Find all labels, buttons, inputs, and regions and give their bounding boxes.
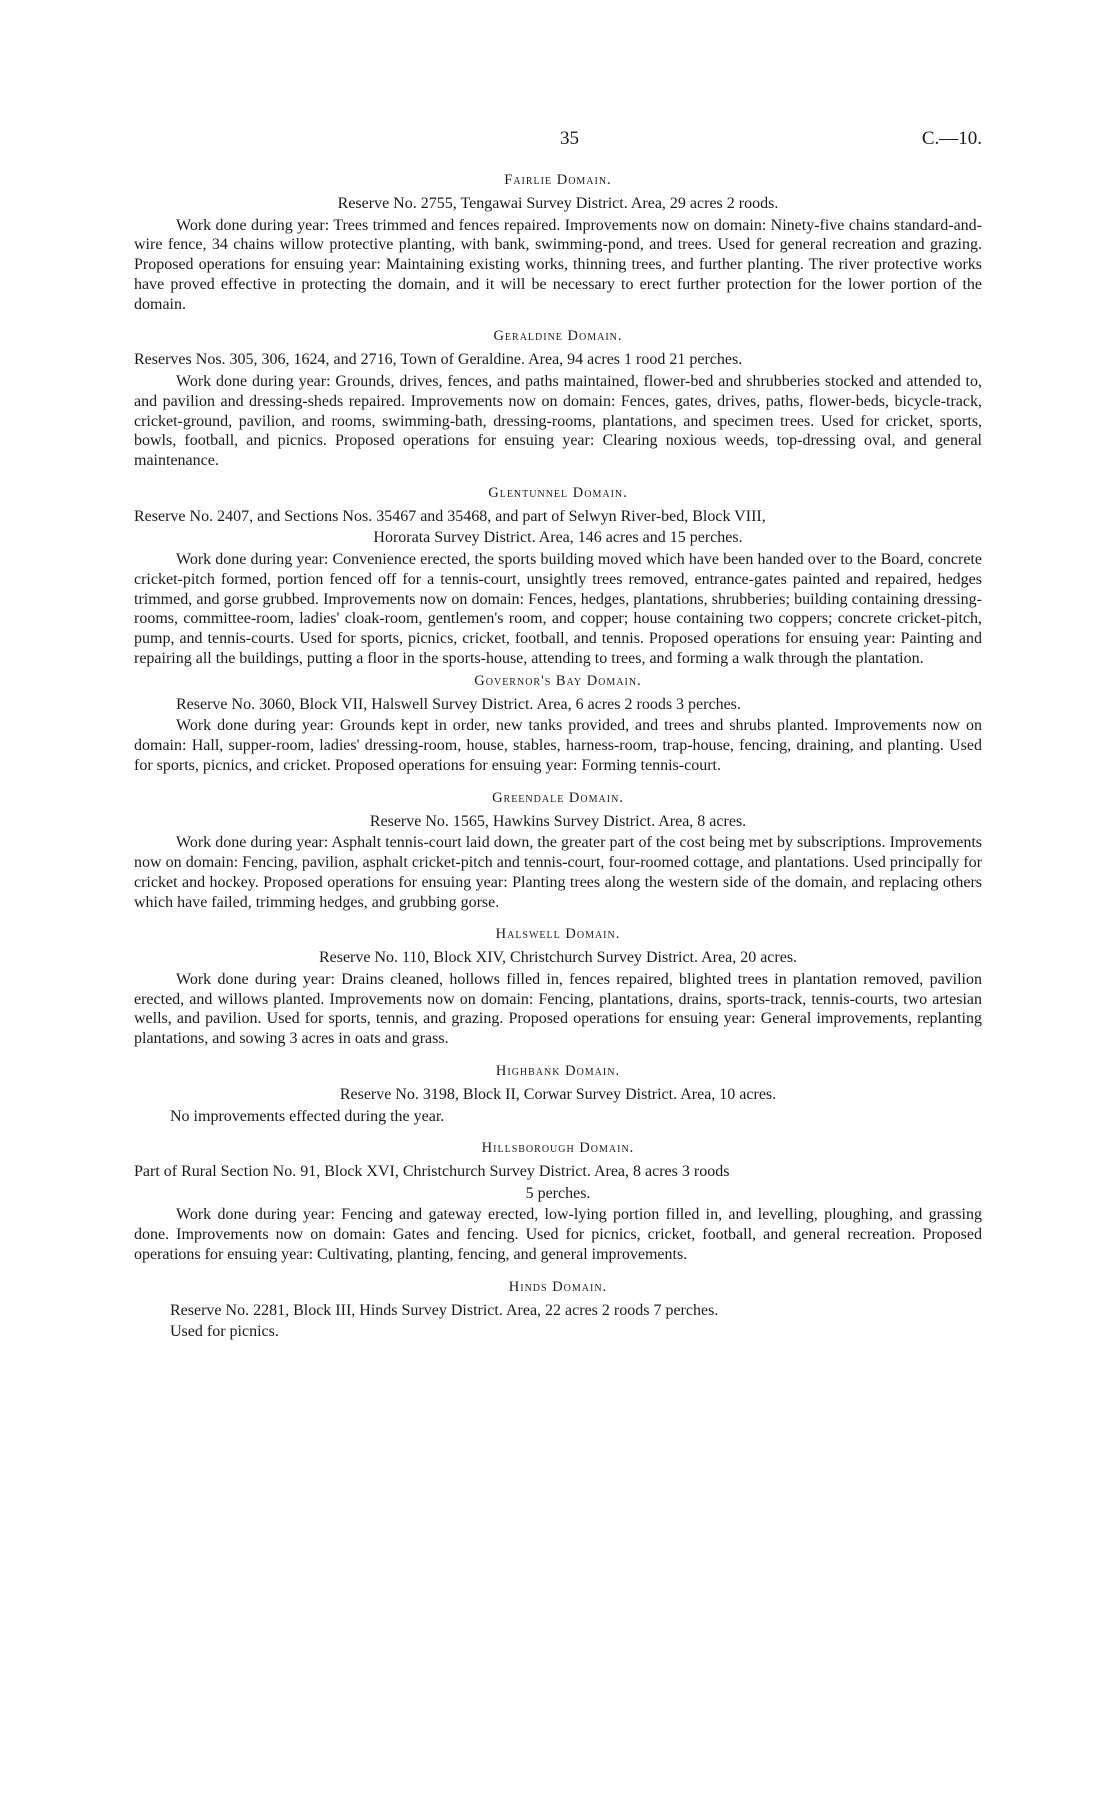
section-hillsborough-domain [134,1140,982,1264]
section-highbank-domain [134,1063,982,1126]
section-body: Work done during year: Drains cleaned, hollows filled in, fences repaired, blighted trees in plantation removed, pavilion erected, and willows planted. Improvements now on domain: Fencing, plantations, drains, sports-track, tennis-courts, two artesian wells, and pavilion. Used for sports, tennis, and grazing. Proposed operations for ensuing year: General improvements, replanting plantations, and sowing 3 acres in oats and grass. [134,970,982,1048]
section-body: Work done during year: Trees trimmed and fences repaired. Improvements now on domain: Ninety-five chains standard-and-wire fence, 34 chains willow protective planting, with bank, swimming-pond, and trees. Used for general recreation and grazing. Proposed operations for ensuing year: Maintaining existing works, thinning trees, and further planting. The river protective works have proved effective in protecting the domain, and it will be necessary to erect further protection for the lower portion of the domain. [134,216,982,313]
section-geraldine-domain [134,328,982,470]
section-body: Work done during year: Grounds, drives, fences, and paths maintained, flower-bed and shrubberies stocked and attended to, and pavilion and dressing-sheds repaired. Improvements now on domain: Fences, gates, drives, paths, flower-beds, bicycle-track, cricket-ground, pavilion, and rooms, swimming-bath, dressing-rooms, plantations, and specimen trees. Used for cricket, sports, bowls, football, and picnics. Proposed operations for ensuing year: Clearing noxious weeds, top-dressing oval, and general maintenance. [134,372,982,470]
page-header [134,128,982,158]
section-title: Fairlie Domain. [504,172,612,188]
section-title: Hinds Domain. [508,1278,608,1295]
section-title: Greendale Domain. [492,789,624,806]
section-title: Halswell Domain. [495,926,621,943]
reserve-line-continued: 5 perches. [525,1184,591,1202]
section-body: Work done during year: Grounds kept in order, new tanks provided, and trees and shrubs planted. Improvements now on domain: Hall, supper-room, ladies' dressing-room, house, stables, harness-room, trap-house, fencing, draining, and planting. Used for sports, picnics, and cricket. Proposed operations for ensuing year: Forming tennis-court. [134,717,982,774]
reserve-line: Reserve No. 1565, Hawkins Survey District. Area, 8 acres. [369,812,747,830]
section-title: Highbank Domain. [495,1063,621,1080]
reserve-line: Reserve No. 3198, Block II, Corwar Survey District. Area, 10 acres. [339,1086,777,1104]
section-glentunnel-domain [134,485,982,669]
section-title: Governor's Bay Domain. [474,672,642,689]
section-hinds-domain [134,1279,982,1342]
section-title: Hillsborough Domain. [481,1140,635,1157]
document-reference: C.—10. [921,128,982,149]
section-body: Work done during year: Fencing and gateway erected, low-lying portion filled in, and levelling, ploughing, and grassing done. Improvements now on domain: Gates and fencing. Used for picnics, cricket, football, and general recreation. Proposed operations for ensuing year: Cultivating, planting, fencing, and general improvements. [134,1206,982,1263]
section-title: Glentunnel Domain. [488,484,628,501]
document-page [134,128,982,1342]
reserve-line: Reserve No. 110, Block XIV, Christchurch Survey District. Area, 20 acres. [318,949,798,967]
reserve-line: Reserve No. 2755, Tengawai Survey District. Area, 29 acres 2 roods. [337,195,779,212]
section-greendale-domain [134,790,982,913]
reserve-line: Reserve No. 2281, Block III, Hinds Survey District. Area, 22 acres 2 roods 7 perches. [170,1301,719,1319]
section-body: Used for picnics. [170,1323,279,1341]
section-fairlie-domain [134,172,982,314]
section-title: Geraldine Domain. [493,328,623,345]
reserve-line: Reserve No. 2407, and Sections Nos. 35467 and 35468, and part of Selwyn River-bed, Block VIII, [134,507,766,525]
section-body: No improvements effected during the year. [170,1107,445,1125]
reserve-line-continued: Hororata Survey District. Area, 146 acres and 15 perches. [373,529,743,547]
section-governors-bay-domain [134,673,982,776]
reserve-line: Reserve No. 3060, Block VII, Halswell Survey District. Area, 6 acres 2 roods 3 perches. [176,695,741,713]
section-body: Work done during year: Asphalt tennis-court laid down, the greater part of the cost being met by subscriptions. Improvements now on domain: Fencing, pavilion, asphalt cricket-pitch and tennis-court, four-roomed cottage, and plantations. Used principally for cricket and hockey. Proposed operations for ensuing year: Planting trees along the western side of the domain, and replacing others which have failed, trimming hedges, and grubbing gorse. [134,834,982,911]
section-body: Work done during year: Convenience erected, the sports building moved which have been handed over to the Board, concrete cricket-pitch formed, portion fenced off for a tennis-court, unsightly trees removed, entrance-gates painted and repaired, hedges trimmed, and gorse grubbed. Improvements now on domain: Fences, hedges, plantations, shrubberies; building containing dressing-rooms, committee-room, ladies' cloak-room, gentlemen's room, and copper; house containing two coppers; concrete cricket-pitch, pump, and tennis-courts. Used for sports, picnics, cricket, football, and tennis. Proposed operations for ensuing year: Painting and repairing all the buildings, putting a floor in the sports-house, attending to trees, and forming a walk through the plantation. [134,550,982,667]
page-number: 35 [560,128,579,149]
reserve-line: Part of Rural Section No. 91, Block XVI, Christchurch Survey District. Area, 8 acres 3 roods [134,1163,730,1181]
reserve-line: Reserves Nos. 305, 306, 1624, and 2716, Town of Geraldine. Area, 94 acres 1 rood 21 perches. [134,351,743,369]
section-halswell-domain [134,926,982,1049]
